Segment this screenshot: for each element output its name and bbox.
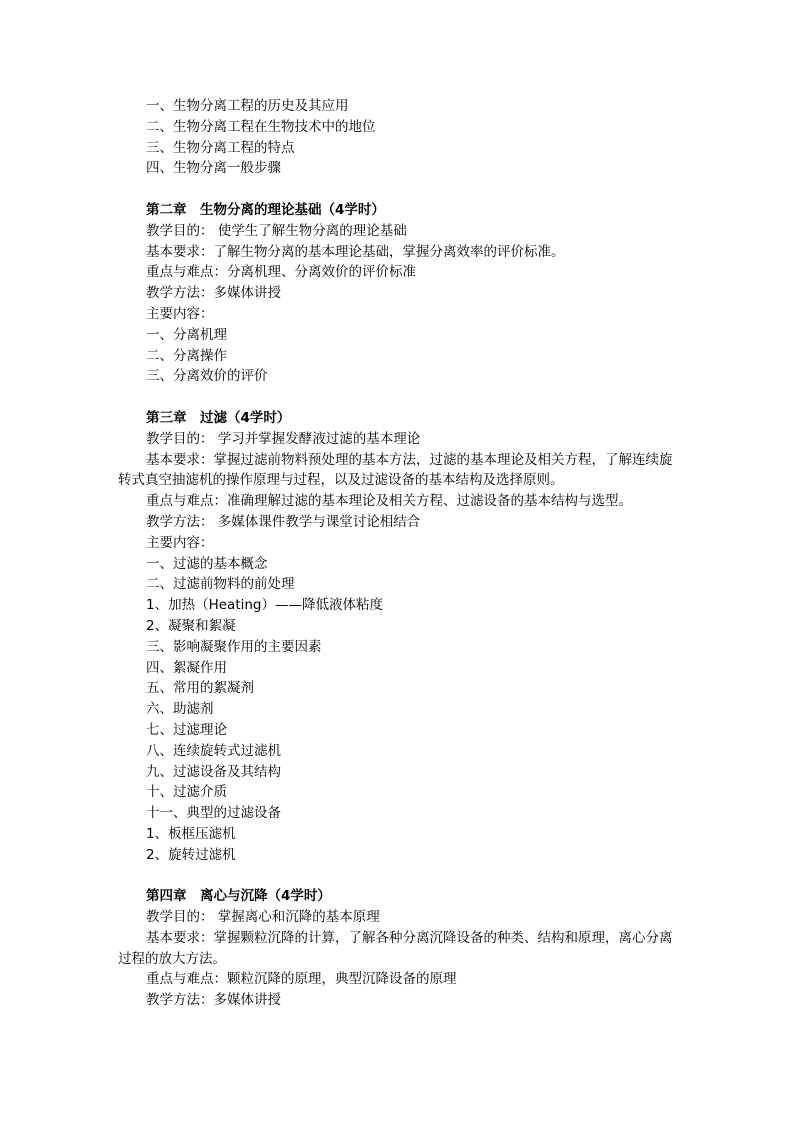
list-item: 七、过滤理论 xyxy=(146,721,227,738)
list-item: 二、生物分离工程在生物技术中的地位 xyxy=(146,118,376,135)
list-item: 六、助滤剂 xyxy=(146,701,214,718)
chapter-3-method: 教学方法： 多媒体课件教学与课堂讨论相结合 xyxy=(146,513,421,530)
list-item: 三、分离效价的评价 xyxy=(146,368,268,385)
list-item: 十、过滤介质 xyxy=(146,784,227,801)
chapter-3-title: 第三章 过滤（4学时） xyxy=(146,409,291,426)
list-item: 五、常用的絮凝剂 xyxy=(146,680,254,697)
chapter-2-section xyxy=(118,200,678,387)
list-item: 1、加热（Heating）——降低液体粘度 xyxy=(146,597,383,614)
spacer xyxy=(118,387,678,408)
chapter-3-purpose: 教学目的： 学习并掌握发酵液过滤的基本理论 xyxy=(146,430,421,447)
chapter-2-key-points: 重点与难点：分离机理、分离效价的评价标准 xyxy=(146,264,416,281)
document-body xyxy=(118,96,678,1011)
chapter-3-content-label: 主要内容： xyxy=(146,534,214,551)
chapter-2-method: 教学方法：多媒体讲授 xyxy=(146,285,281,302)
list-item: 二、过滤前物料的前处理 xyxy=(146,576,295,593)
chapter-2-requirement: 基本要求：了解生物分离的基本理论基础，掌握分离效率的评价标准。 xyxy=(146,243,565,260)
list-item: 一、生物分离工程的历史及其应用 xyxy=(146,98,349,114)
chapter-3-requirement: 基本要求：掌握过滤前物料预处理的基本方法，过滤的基本理论及相关方程，了解连续旋转式真空抽滤机的操作原理与过程，以及过滤设备的基本结构及选择原则。 xyxy=(118,451,673,489)
chapter-4-purpose: 教学目的： 掌握离心和沉降的基本原理 xyxy=(146,909,380,926)
list-item: 一、分离机理 xyxy=(146,326,227,343)
list-item: 十一、典型的过滤设备 xyxy=(146,805,281,822)
intro-list xyxy=(118,96,678,179)
list-item: 一、过滤的基本概念 xyxy=(146,555,268,572)
list-item: 1、板框压滤机 xyxy=(146,825,236,842)
list-item: 四、生物分离一般步骤 xyxy=(146,160,281,177)
chapter-4-title: 第四章 离心与沉降（4学时） xyxy=(146,888,331,905)
list-item: 二、分离操作 xyxy=(146,347,227,364)
chapter-2-purpose: 教学目的： 使学生了解生物分离的理论基础 xyxy=(146,222,407,239)
list-item: 三、影响凝聚作用的主要因素 xyxy=(146,638,322,655)
chapter-3-section xyxy=(118,408,678,866)
spacer xyxy=(118,865,678,886)
spacer xyxy=(118,179,678,200)
chapter-4-requirement: 基本要求：掌握颗粒沉降的计算，了解各种分离沉降设备的种类、结构和原理，离心分离过程的放大方法。 xyxy=(118,929,673,967)
list-item: 2、旋转过滤机 xyxy=(146,846,236,863)
list-item: 八、连续旋转式过滤机 xyxy=(146,742,281,759)
chapter-2-title: 第二章 生物分离的理论基础（4学时） xyxy=(146,201,385,218)
list-item: 三、生物分离工程的特点 xyxy=(146,139,295,156)
list-item: 四、絮凝作用 xyxy=(146,659,227,676)
list-item: 九、过滤设备及其结构 xyxy=(146,763,281,780)
chapter-4-section xyxy=(118,886,678,1011)
chapter-3-key-points: 重点与难点：准确理解过滤的基本理论及相关方程、过滤设备的基本结构与选型。 xyxy=(146,493,632,510)
chapter-4-method: 教学方法：多媒体讲授 xyxy=(146,992,281,1009)
chapter-4-key-points: 重点与难点：颗粒沉降的原理，典型沉降设备的原理 xyxy=(146,971,457,988)
chapter-2-content-label: 主要内容： xyxy=(146,305,214,322)
list-item: 2、凝聚和絮凝 xyxy=(146,617,236,634)
